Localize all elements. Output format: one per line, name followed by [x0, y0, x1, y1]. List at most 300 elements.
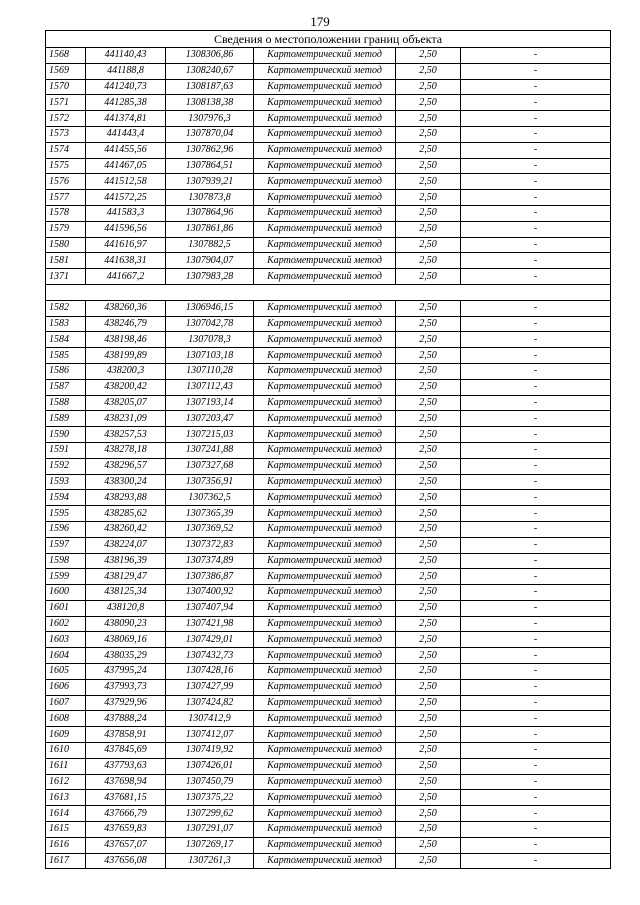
coordinate-y-cell: 1308240,67 — [166, 63, 254, 79]
coordinate-y-cell: 1307269,17 — [166, 837, 254, 853]
boundary-coordinates-table — [45, 30, 611, 869]
method-cell: Картометрический метод — [254, 806, 396, 822]
method-cell: Картометрический метод — [254, 632, 396, 648]
table-row — [46, 758, 611, 774]
point-number-cell: 1575 — [46, 158, 86, 174]
method-cell: Картометрический метод — [254, 506, 396, 522]
point-number-cell: 1607 — [46, 695, 86, 711]
method-cell: Картометрический метод — [254, 711, 396, 727]
note-cell: - — [461, 63, 611, 79]
accuracy-cell: 2,50 — [396, 79, 461, 95]
table-row — [46, 205, 611, 221]
coordinate-y-cell: 1307939,21 — [166, 174, 254, 190]
coordinate-y-cell: 1307193,14 — [166, 395, 254, 411]
coordinate-x-cell: 437657,07 — [86, 837, 166, 853]
coordinate-y-cell: 1307450,79 — [166, 774, 254, 790]
method-cell: Картометрический метод — [254, 300, 396, 316]
point-number-cell: 1588 — [46, 395, 86, 411]
method-cell: Картометрический метод — [254, 822, 396, 838]
note-cell: - — [461, 743, 611, 759]
table-row — [46, 632, 611, 648]
coordinate-y-cell: 1307356,91 — [166, 474, 254, 490]
note-cell: - — [461, 174, 611, 190]
note-cell: - — [461, 458, 611, 474]
accuracy-cell: 2,50 — [396, 585, 461, 601]
point-number-cell: 1584 — [46, 332, 86, 348]
accuracy-cell: 2,50 — [396, 395, 461, 411]
table-row — [46, 679, 611, 695]
point-number-cell: 1602 — [46, 616, 86, 632]
method-cell: Картометрический метод — [254, 111, 396, 127]
table-row — [46, 95, 611, 111]
point-number-cell: 1582 — [46, 300, 86, 316]
method-cell: Картометрический метод — [254, 126, 396, 142]
note-cell: - — [461, 569, 611, 585]
coordinate-y-cell: 1307103,18 — [166, 348, 254, 364]
note-cell: - — [461, 300, 611, 316]
coordinate-x-cell: 437993,73 — [86, 679, 166, 695]
accuracy-cell: 2,50 — [396, 348, 461, 364]
accuracy-cell: 2,50 — [396, 427, 461, 443]
method-cell: Картометрический метод — [254, 174, 396, 190]
coordinate-y-cell: 1307365,39 — [166, 506, 254, 522]
coordinate-x-cell: 438278,18 — [86, 442, 166, 458]
accuracy-cell: 2,50 — [396, 363, 461, 379]
coordinate-y-cell: 1307299,62 — [166, 806, 254, 822]
point-number-cell: 1578 — [46, 205, 86, 221]
table-row — [46, 427, 611, 443]
table-row — [46, 711, 611, 727]
table-row — [46, 363, 611, 379]
note-cell: - — [461, 648, 611, 664]
point-number-cell: 1598 — [46, 553, 86, 569]
accuracy-cell: 2,50 — [396, 126, 461, 142]
table-row — [46, 442, 611, 458]
coordinate-y-cell: 1307864,96 — [166, 205, 254, 221]
method-cell: Картометрический метод — [254, 442, 396, 458]
table-row — [46, 806, 611, 822]
coordinate-x-cell: 441572,25 — [86, 190, 166, 206]
point-number-cell: 1595 — [46, 506, 86, 522]
method-cell: Картометрический метод — [254, 316, 396, 332]
coordinate-x-cell: 441467,05 — [86, 158, 166, 174]
method-cell: Картометрический метод — [254, 585, 396, 601]
point-number-cell: 1591 — [46, 442, 86, 458]
note-cell: - — [461, 395, 611, 411]
note-cell: - — [461, 727, 611, 743]
coordinate-y-cell: 1307882,5 — [166, 237, 254, 253]
point-number-cell: 1573 — [46, 126, 86, 142]
method-cell: Картометрический метод — [254, 221, 396, 237]
point-number-cell: 1600 — [46, 585, 86, 601]
table-row — [46, 695, 611, 711]
accuracy-cell: 2,50 — [396, 537, 461, 553]
method-cell: Картометрический метод — [254, 474, 396, 490]
note-cell: - — [461, 190, 611, 206]
table-title-row — [46, 31, 611, 48]
coordinate-x-cell: 441443,4 — [86, 126, 166, 142]
coordinate-y-cell: 1307428,16 — [166, 664, 254, 680]
coordinate-x-cell: 438199,89 — [86, 348, 166, 364]
coordinate-x-cell: 441616,97 — [86, 237, 166, 253]
note-cell: - — [461, 316, 611, 332]
coordinate-y-cell: 1308138,38 — [166, 95, 254, 111]
table-row — [46, 253, 611, 269]
method-cell: Картометрический метод — [254, 363, 396, 379]
accuracy-cell: 2,50 — [396, 142, 461, 158]
method-cell: Картометрический метод — [254, 332, 396, 348]
note-cell: - — [461, 695, 611, 711]
accuracy-cell: 2,50 — [396, 664, 461, 680]
method-cell: Картометрический метод — [254, 553, 396, 569]
accuracy-cell: 2,50 — [396, 632, 461, 648]
table-row — [46, 648, 611, 664]
table-row — [46, 111, 611, 127]
point-number-cell: 1613 — [46, 790, 86, 806]
coordinate-y-cell: 1307375,22 — [166, 790, 254, 806]
point-number-cell: 1585 — [46, 348, 86, 364]
point-number-cell: 1597 — [46, 537, 86, 553]
coordinate-x-cell: 438198,46 — [86, 332, 166, 348]
note-cell: - — [461, 837, 611, 853]
accuracy-cell: 2,50 — [396, 111, 461, 127]
point-number-cell: 1590 — [46, 427, 86, 443]
coordinate-x-cell: 438200,42 — [86, 379, 166, 395]
accuracy-cell: 2,50 — [396, 679, 461, 695]
method-cell: Картометрический метод — [254, 758, 396, 774]
note-cell: - — [461, 111, 611, 127]
accuracy-cell: 2,50 — [396, 474, 461, 490]
coordinate-x-cell: 438285,62 — [86, 506, 166, 522]
accuracy-cell: 2,50 — [396, 822, 461, 838]
coordinate-y-cell: 1307215,03 — [166, 427, 254, 443]
accuracy-cell: 2,50 — [396, 553, 461, 569]
point-number-cell: 1594 — [46, 490, 86, 506]
point-number-cell: 1616 — [46, 837, 86, 853]
accuracy-cell: 2,50 — [396, 774, 461, 790]
coordinate-y-cell: 1307862,96 — [166, 142, 254, 158]
note-cell: - — [461, 269, 611, 285]
table-row — [46, 553, 611, 569]
table-row — [46, 774, 611, 790]
note-cell: - — [461, 790, 611, 806]
note-cell: - — [461, 711, 611, 727]
point-number-cell: 1601 — [46, 600, 86, 616]
coordinate-y-cell: 1307976,3 — [166, 111, 254, 127]
accuracy-cell: 2,50 — [396, 458, 461, 474]
point-number-cell: 1589 — [46, 411, 86, 427]
table-row — [46, 743, 611, 759]
accuracy-cell: 2,50 — [396, 253, 461, 269]
accuracy-cell: 2,50 — [396, 316, 461, 332]
coordinate-x-cell: 438260,36 — [86, 300, 166, 316]
accuracy-cell: 2,50 — [396, 442, 461, 458]
coordinate-y-cell: 1308187,63 — [166, 79, 254, 95]
accuracy-cell: 2,50 — [396, 711, 461, 727]
point-number-cell: 1371 — [46, 269, 86, 285]
accuracy-cell: 2,50 — [396, 727, 461, 743]
coordinate-y-cell: 1307203,47 — [166, 411, 254, 427]
note-cell: - — [461, 490, 611, 506]
coordinate-x-cell: 438300,24 — [86, 474, 166, 490]
coordinate-x-cell: 438125,34 — [86, 585, 166, 601]
method-cell: Картометрический метод — [254, 158, 396, 174]
note-cell: - — [461, 253, 611, 269]
note-cell: - — [461, 95, 611, 111]
coordinate-y-cell: 1307419,92 — [166, 743, 254, 759]
accuracy-cell: 2,50 — [396, 600, 461, 616]
note-cell: - — [461, 474, 611, 490]
point-number-cell: 1605 — [46, 664, 86, 680]
method-cell: Картометрический метод — [254, 727, 396, 743]
coordinate-y-cell: 1307042,78 — [166, 316, 254, 332]
coordinate-y-cell: 1307983,28 — [166, 269, 254, 285]
coordinate-x-cell: 441638,31 — [86, 253, 166, 269]
coordinate-y-cell: 1307110,28 — [166, 363, 254, 379]
point-number-cell: 1603 — [46, 632, 86, 648]
note-cell: - — [461, 348, 611, 364]
method-cell: Картометрический метод — [254, 348, 396, 364]
accuracy-cell: 2,50 — [396, 490, 461, 506]
coordinate-y-cell: 1307421,98 — [166, 616, 254, 632]
accuracy-cell: 2,50 — [396, 806, 461, 822]
method-cell: Картометрический метод — [254, 79, 396, 95]
accuracy-cell: 2,50 — [396, 237, 461, 253]
coordinate-x-cell: 438205,07 — [86, 395, 166, 411]
method-cell: Картометрический метод — [254, 853, 396, 869]
note-cell: - — [461, 142, 611, 158]
coordinate-y-cell: 1307904,07 — [166, 253, 254, 269]
point-number-cell: 1610 — [46, 743, 86, 759]
coordinate-x-cell: 441374,81 — [86, 111, 166, 127]
note-cell: - — [461, 758, 611, 774]
coordinate-x-cell: 438069,16 — [86, 632, 166, 648]
coordinate-x-cell: 438293,88 — [86, 490, 166, 506]
coordinate-x-cell: 437656,08 — [86, 853, 166, 869]
method-cell: Картометрический метод — [254, 679, 396, 695]
note-cell: - — [461, 411, 611, 427]
coordinate-x-cell: 438260,42 — [86, 521, 166, 537]
coordinate-x-cell: 441512,58 — [86, 174, 166, 190]
coordinate-x-cell: 437793,63 — [86, 758, 166, 774]
coordinate-y-cell: 1307427,99 — [166, 679, 254, 695]
table-row — [46, 600, 611, 616]
coordinate-y-cell: 1307327,68 — [166, 458, 254, 474]
coordinate-x-cell: 437659,83 — [86, 822, 166, 838]
page-number: 179 — [310, 14, 330, 29]
point-number-cell: 1574 — [46, 142, 86, 158]
table-row — [46, 506, 611, 522]
coordinate-y-cell: 1307864,51 — [166, 158, 254, 174]
accuracy-cell: 2,50 — [396, 332, 461, 348]
coordinate-y-cell: 1307424,82 — [166, 695, 254, 711]
method-cell: Картометрический метод — [254, 95, 396, 111]
accuracy-cell: 2,50 — [396, 616, 461, 632]
coordinate-y-cell: 1307078,3 — [166, 332, 254, 348]
note-cell: - — [461, 427, 611, 443]
method-cell: Картометрический метод — [254, 537, 396, 553]
coordinate-y-cell: 1307112,43 — [166, 379, 254, 395]
method-cell: Картометрический метод — [254, 205, 396, 221]
method-cell: Картометрический метод — [254, 190, 396, 206]
coordinate-x-cell: 438129,47 — [86, 569, 166, 585]
accuracy-cell: 2,50 — [396, 300, 461, 316]
method-cell: Картометрический метод — [254, 411, 396, 427]
point-number-cell: 1604 — [46, 648, 86, 664]
coordinate-y-cell: 1307861,86 — [166, 221, 254, 237]
table-body — [46, 48, 611, 869]
point-number-cell: 1615 — [46, 822, 86, 838]
method-cell: Картометрический метод — [254, 648, 396, 664]
point-number-cell: 1611 — [46, 758, 86, 774]
coordinate-x-cell: 438296,57 — [86, 458, 166, 474]
accuracy-cell: 2,50 — [396, 521, 461, 537]
table-row — [46, 458, 611, 474]
coordinate-x-cell: 437888,24 — [86, 711, 166, 727]
group-separator-row — [46, 284, 611, 300]
table-row — [46, 174, 611, 190]
note-cell: - — [461, 600, 611, 616]
note-cell: - — [461, 237, 611, 253]
table-row — [46, 158, 611, 174]
point-number-cell: 1614 — [46, 806, 86, 822]
note-cell: - — [461, 853, 611, 869]
point-number-cell: 1599 — [46, 569, 86, 585]
table-row — [46, 411, 611, 427]
method-cell: Картометрический метод — [254, 790, 396, 806]
method-cell: Картометрический метод — [254, 395, 396, 411]
table-row — [46, 79, 611, 95]
note-cell: - — [461, 537, 611, 553]
table-row — [46, 474, 611, 490]
coordinate-y-cell: 1307241,88 — [166, 442, 254, 458]
coordinate-y-cell: 1307407,94 — [166, 600, 254, 616]
table-row — [46, 63, 611, 79]
table-row — [46, 142, 611, 158]
method-cell: Картометрический метод — [254, 142, 396, 158]
table-row — [46, 490, 611, 506]
point-number-cell: 1580 — [46, 237, 86, 253]
accuracy-cell: 2,50 — [396, 411, 461, 427]
point-number-cell: 1617 — [46, 853, 86, 869]
coordinate-y-cell: 1307372,83 — [166, 537, 254, 553]
note-cell: - — [461, 48, 611, 64]
note-cell: - — [461, 553, 611, 569]
coordinate-x-cell: 438090,23 — [86, 616, 166, 632]
method-cell: Картометрический метод — [254, 63, 396, 79]
table-row — [46, 269, 611, 285]
coordinate-y-cell: 1306946,15 — [166, 300, 254, 316]
note-cell: - — [461, 632, 611, 648]
point-number-cell: 1579 — [46, 221, 86, 237]
method-cell: Картометрический метод — [254, 569, 396, 585]
accuracy-cell: 2,50 — [396, 48, 461, 64]
table-title: Сведения о местоположении границ объекта — [46, 31, 611, 48]
point-number-cell: 1583 — [46, 316, 86, 332]
coordinate-y-cell: 1307400,92 — [166, 585, 254, 601]
note-cell: - — [461, 806, 611, 822]
point-number-cell: 1568 — [46, 48, 86, 64]
method-cell: Картометрический метод — [254, 664, 396, 680]
coordinate-x-cell: 441667,2 — [86, 269, 166, 285]
coordinate-x-cell: 438257,53 — [86, 427, 166, 443]
table-row — [46, 300, 611, 316]
coordinate-y-cell: 1307426,01 — [166, 758, 254, 774]
coordinate-y-cell: 1307386,87 — [166, 569, 254, 585]
note-cell: - — [461, 205, 611, 221]
coordinate-y-cell: 1307374,89 — [166, 553, 254, 569]
note-cell: - — [461, 585, 611, 601]
table-row — [46, 316, 611, 332]
point-number-cell: 1609 — [46, 727, 86, 743]
table-row — [46, 379, 611, 395]
coordinate-y-cell: 1307873,8 — [166, 190, 254, 206]
method-cell: Картометрический метод — [254, 427, 396, 443]
coordinate-x-cell: 441583,3 — [86, 205, 166, 221]
coordinate-x-cell: 437698,94 — [86, 774, 166, 790]
note-cell: - — [461, 822, 611, 838]
point-number-cell: 1596 — [46, 521, 86, 537]
table-row — [46, 48, 611, 64]
table-row — [46, 221, 611, 237]
note-cell: - — [461, 774, 611, 790]
note-cell: - — [461, 221, 611, 237]
accuracy-cell: 2,50 — [396, 63, 461, 79]
table-row — [46, 790, 611, 806]
table-row — [46, 237, 611, 253]
note-cell: - — [461, 442, 611, 458]
coordinate-x-cell: 441240,73 — [86, 79, 166, 95]
coordinate-y-cell: 1307870,04 — [166, 126, 254, 142]
accuracy-cell: 2,50 — [396, 269, 461, 285]
accuracy-cell: 2,50 — [396, 379, 461, 395]
method-cell: Картометрический метод — [254, 253, 396, 269]
method-cell: Картометрический метод — [254, 837, 396, 853]
coordinate-y-cell: 1307432,73 — [166, 648, 254, 664]
coordinate-x-cell: 438196,39 — [86, 553, 166, 569]
accuracy-cell: 2,50 — [396, 158, 461, 174]
coordinate-x-cell: 438200,3 — [86, 363, 166, 379]
point-number-cell: 1593 — [46, 474, 86, 490]
method-cell: Картометрический метод — [254, 743, 396, 759]
table-row — [46, 332, 611, 348]
coordinate-y-cell: 1307291,07 — [166, 822, 254, 838]
accuracy-cell: 2,50 — [396, 837, 461, 853]
table-row — [46, 853, 611, 869]
coordinate-x-cell: 437845,69 — [86, 743, 166, 759]
method-cell: Картометрический метод — [254, 774, 396, 790]
point-number-cell: 1577 — [46, 190, 86, 206]
point-number-cell: 1606 — [46, 679, 86, 695]
note-cell: - — [461, 363, 611, 379]
coordinate-y-cell: 1307412,9 — [166, 711, 254, 727]
coordinate-x-cell: 437995,24 — [86, 664, 166, 680]
note-cell: - — [461, 332, 611, 348]
coordinate-x-cell: 438231,09 — [86, 411, 166, 427]
accuracy-cell: 2,50 — [396, 790, 461, 806]
method-cell: Картометрический метод — [254, 458, 396, 474]
note-cell: - — [461, 126, 611, 142]
accuracy-cell: 2,50 — [396, 174, 461, 190]
point-number-cell: 1612 — [46, 774, 86, 790]
point-number-cell: 1587 — [46, 379, 86, 395]
coordinate-y-cell: 1307429,01 — [166, 632, 254, 648]
table-row — [46, 569, 611, 585]
table-row — [46, 837, 611, 853]
method-cell: Картометрический метод — [254, 616, 396, 632]
point-number-cell: 1569 — [46, 63, 86, 79]
table-row — [46, 521, 611, 537]
